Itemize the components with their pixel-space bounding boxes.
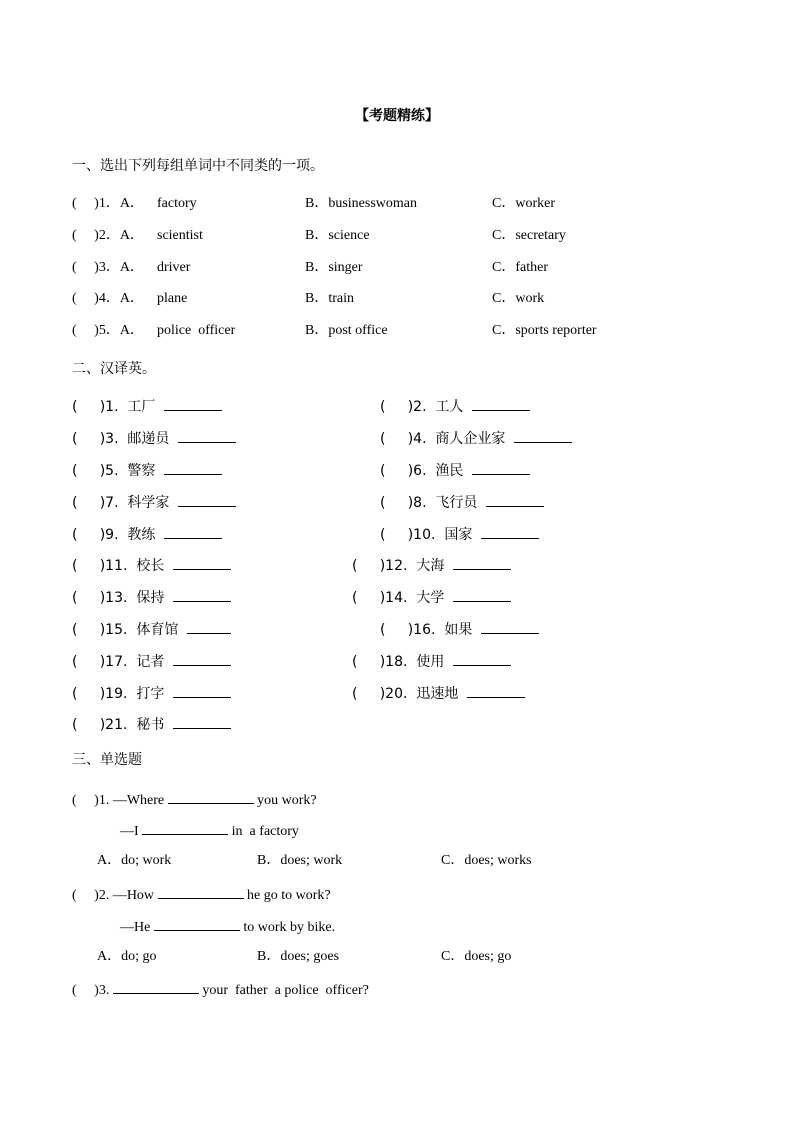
item-label: ( )9. 教练: [72, 527, 156, 543]
item-label: ( )2. 工人: [380, 399, 464, 415]
section2-heading: 二、汉译英。: [72, 361, 156, 377]
item-label: ( )11. 校长: [72, 558, 165, 574]
item-label: ( )16. 如果: [380, 622, 473, 638]
item-label: ( )6. 渔民: [380, 463, 464, 479]
answer-blank[interactable]: [481, 524, 539, 539]
translation-item: [380, 460, 530, 480]
translation-item: [72, 619, 231, 639]
answer-blank[interactable]: [173, 587, 231, 602]
answer-blank[interactable]: [154, 916, 240, 931]
answer-blank[interactable]: [467, 683, 525, 698]
question-text: he go to work?: [247, 888, 331, 903]
option-a: police officer: [157, 323, 236, 338]
item-label: ( )3. 邮递员: [72, 431, 170, 447]
option-b: B．does; goes: [257, 949, 340, 964]
translation-item: [380, 524, 539, 544]
question-line: [120, 820, 299, 841]
translation-item: [352, 587, 511, 607]
translation-item: [72, 651, 231, 671]
item-label: ( )1. 工厂: [72, 399, 156, 415]
option-c: C．work: [492, 291, 545, 306]
answer-blank[interactable]: [486, 492, 544, 507]
translation-item: [380, 396, 530, 416]
question-text: your father a police officer?: [202, 983, 369, 998]
option-b: B．post office: [305, 323, 388, 338]
item-label: ( )4. 商人企业家: [380, 431, 506, 447]
question-number: ( )2．A．: [72, 228, 144, 243]
translation-item: [352, 555, 511, 575]
item-label: ( )12. 大海: [352, 558, 445, 574]
item-label: ( )18. 使用: [352, 654, 445, 670]
option-b: B．singer: [305, 260, 363, 275]
item-label: ( )13. 保持: [72, 590, 165, 606]
answer-blank[interactable]: [453, 651, 511, 666]
option-c: C．does; go: [441, 949, 512, 964]
option-a: A．do; work: [97, 853, 172, 868]
translation-item: [380, 428, 572, 448]
question-number: ( )5．A．: [72, 323, 144, 338]
item-label: ( )15. 体育馆: [72, 622, 179, 638]
option-c: C．does; works: [441, 853, 532, 868]
translation-item: [72, 683, 231, 703]
translation-item: [380, 619, 539, 639]
answer-blank[interactable]: [178, 428, 236, 443]
question-text: to work by bike.: [243, 920, 336, 935]
option-a: plane: [157, 291, 188, 306]
item-label: ( )20. 迅速地: [352, 686, 459, 702]
option-a: driver: [157, 260, 191, 275]
answer-blank[interactable]: [472, 396, 530, 411]
translation-item: [72, 555, 231, 575]
option-a: factory: [157, 196, 197, 211]
translation-item: [380, 492, 544, 512]
translation-item: [72, 714, 231, 734]
option-c: C．father: [492, 260, 548, 275]
translation-item: [72, 428, 236, 448]
answer-blank[interactable]: [164, 460, 222, 475]
option-c: C．worker: [492, 196, 555, 211]
answer-blank[interactable]: [481, 619, 539, 634]
question-line: [120, 916, 335, 937]
answer-blank[interactable]: [142, 820, 228, 835]
translation-item: [72, 396, 222, 416]
item-label: ( )19. 打字: [72, 686, 165, 702]
question-text: —I: [120, 824, 139, 839]
item-label: ( )5. 警察: [72, 463, 156, 479]
section3-heading: 三、单选题: [72, 752, 142, 768]
answer-blank[interactable]: [472, 460, 530, 475]
answer-blank[interactable]: [173, 714, 231, 729]
option-c: C．sports reporter: [492, 323, 597, 338]
option-b: B．science: [305, 228, 370, 243]
question-text: ( )1. —Where: [72, 793, 165, 808]
answer-blank[interactable]: [164, 396, 222, 411]
item-label: ( )17. 记者: [72, 654, 165, 670]
question-text: in a factory: [231, 824, 299, 839]
answer-blank[interactable]: [168, 789, 254, 804]
question-text: ( )3.: [72, 983, 110, 998]
question-line: [72, 789, 317, 810]
option-c: C．secretary: [492, 228, 566, 243]
question-text: —He: [120, 920, 151, 935]
translation-item: [72, 492, 236, 512]
option-a: scientist: [157, 228, 203, 243]
translation-item: [352, 683, 525, 703]
page-title: 【考题精练】: [355, 108, 439, 124]
answer-blank[interactable]: [514, 428, 572, 443]
option-b: B．does; work: [257, 853, 343, 868]
answer-blank[interactable]: [178, 492, 236, 507]
question-text: ( )2. —How: [72, 888, 155, 903]
question-line: [72, 884, 331, 905]
option-b: B．train: [305, 291, 354, 306]
question-number: ( )3．A．: [72, 260, 144, 275]
translation-item: [72, 524, 222, 544]
question-number: ( )4．A．: [72, 291, 144, 306]
item-label: ( )21. 秘书: [72, 717, 165, 733]
translation-item: [72, 587, 231, 607]
question-text: you work?: [257, 793, 317, 808]
answer-blank[interactable]: [158, 884, 244, 899]
answer-blank[interactable]: [113, 979, 199, 994]
option-b: B．businesswoman: [305, 196, 417, 211]
item-label: ( )10. 国家: [380, 527, 473, 543]
question-number: ( )1．A．: [72, 196, 144, 211]
answer-blank[interactable]: [453, 587, 511, 602]
item-label: ( )14. 大学: [352, 590, 445, 606]
item-label: ( )8. 飞行员: [380, 495, 478, 511]
item-label: ( )7. 科学家: [72, 495, 170, 511]
answer-blank[interactable]: [164, 524, 222, 539]
answer-blank[interactable]: [173, 683, 231, 698]
section1-heading: 一、选出下列每组单词中不同类的一项。: [72, 158, 324, 174]
answer-blank[interactable]: [453, 555, 511, 570]
answer-blank[interactable]: [173, 651, 231, 666]
answer-blank[interactable]: [173, 555, 231, 570]
option-a: A．do; go: [97, 949, 157, 964]
translation-item: [72, 460, 222, 480]
translation-item: [352, 651, 511, 671]
answer-blank[interactable]: [187, 619, 231, 634]
question-line: [72, 979, 369, 1000]
